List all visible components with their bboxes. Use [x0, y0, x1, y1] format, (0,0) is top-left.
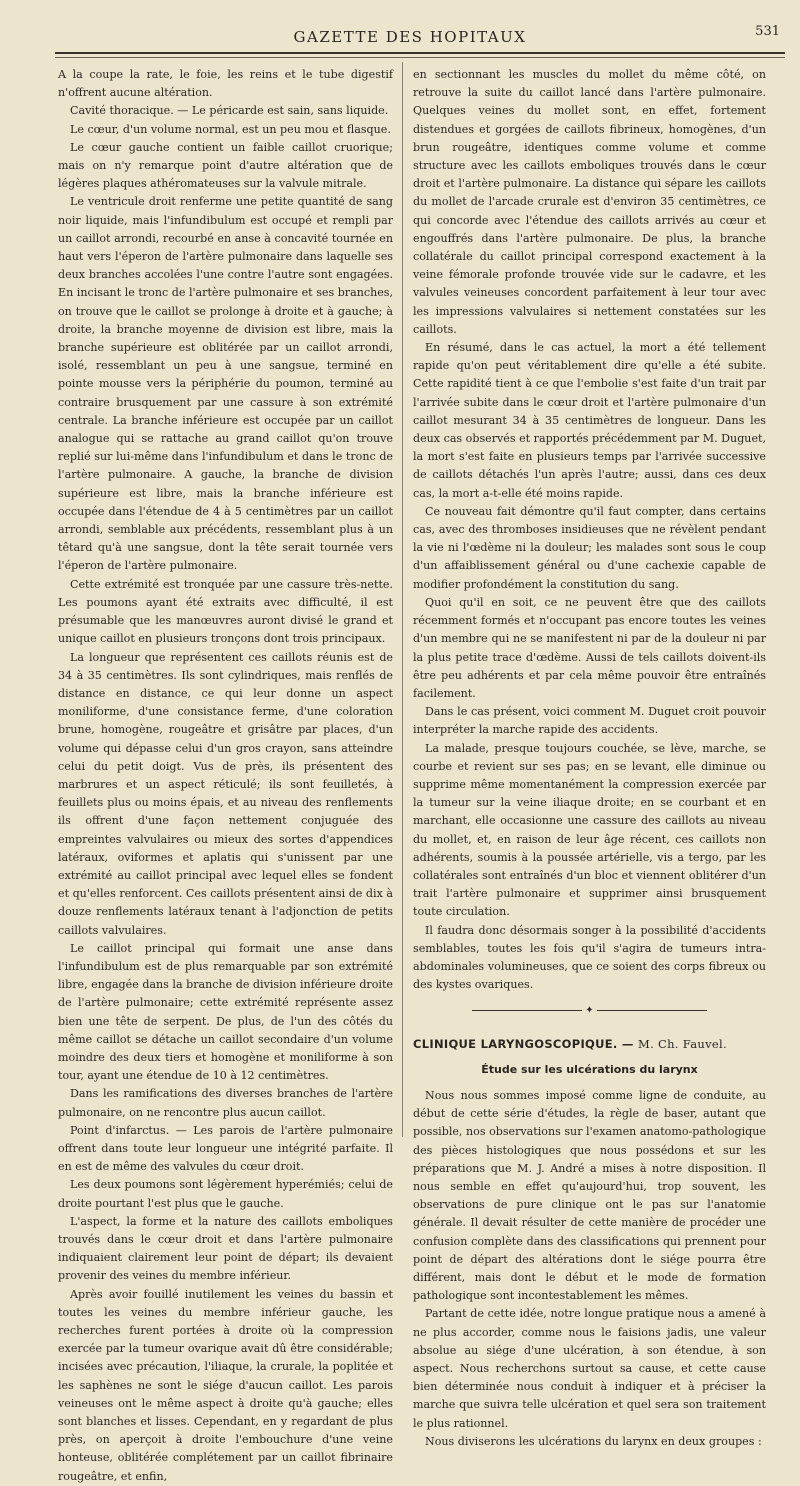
paragraph: Les deux poumons sont légèrement hyperémiés; celui de droite pourtant l'est plus que le gauche.: [58, 1178, 393, 1210]
clinique-title: CLINIQUE LARYNGOSCOPIQUE. —: [413, 1036, 634, 1051]
paragraph: Quoi qu'il en soit, ce ne peuvent être que des caillots récemment formés et n'occupant pas encore toutes les veines d'un membre qui ne se manifestent ni par de la douleur ni par la plus petite trace d'œdème. Aussi de tels caillots doivent-ils être peu adhérents et par cela même pouvoir être entraînés facilement.: [413, 595, 766, 700]
paragraph: en sectionnant les muscles du mollet du même côté, on retrouve la suite du caillot lancé dans l'artère pulmonaire. Quelques veines du mollet sont, en effet, fortement distendues et gorgées de caillots fibrineux, homogènes, d'un brun rougeâtre, identiques comme volume et comme structure avec les caillots emboliques trouvés dans le cœur droit et l'artère pulmonaire. La distance qui sépare les caillots du mollet de l'arcade crurale est d'environ 35 centimètres, ce qui concorde avec l'étendue des caillots arrivés au cœur et engouffrés dans l'artère pulmonaire. De plus, la branche collatérale du caillot principal correspond exactement à la veine fémorale profonde trouvée vide sur le cadavre, et les valvules veineuses concordent parfaitement à leur tour avec les impressions valvulaires si nettement constatées sur les caillots.: [413, 68, 766, 336]
paragraph: Point d'infarctus. — Les parois de l'artère pulmonaire offrent dans toute leur longueur une intégrité parfaite. Il en est de même des valvules du cœur droit.: [58, 1123, 393, 1174]
paragraph: Nous diviserons les ulcérations du larynx en deux groupes :: [425, 1434, 762, 1448]
paragraph: A la coupe la rate, le foie, les reins et le tube digestif n'offrent aucune altération.: [58, 68, 393, 100]
left-column: [58, 66, 393, 1486]
section-separator: ✦: [413, 1002, 766, 1020]
paragraph: Nous nous sommes imposé comme ligne de conduite, au début de cette série d'études, la règle de baser, autant que possible, nos observations sur l'examen anatomo-pathologique des pièces histologiques que nous possédons et sur les préparations que M. J. André a mises à notre disposition. Il nous semble en effet qu'aujourd'hui, trop souvent, les observations de pure clinique ont le pas sur l'anatomie générale. Il devait résulter de cette manière de procéder une confusion complète dans des classifications qui prennent pour point de départ des altérations dont le siége pourra être différent, mais dont le début et le mode de formation pathologique sont incontestablement les mêmes.: [413, 1088, 766, 1303]
paragraph: La malade, presque toujours couchée, se lève, marche, se courbe et revient sur ses pas; en se levant, elle diminue ou supprime même momentanément la compression exercée par la tumeur sur la veine iliaque droite; en se courbant et en marchant, elle occasionne une cassure des caillots au niveau du mollet, et, en raison de leur âge récent, ces caillots non adhérents, soumis à la poussée artérielle, vis a tergo, par les collatérales sont entraînés d'un bloc et viennent oblitérer d'un trait l'artère pulmonaire et supprimer ainsi brusquement toute circulation.: [413, 741, 766, 919]
paragraph: Cette extrémité est tronquée par une cassure très-nette. Les poumons ayant été extraits avec difficulté, il est présumable que les manœuvres auront divisé le grand et unique caillot en plusieurs tronçons dont trois principaux.: [58, 577, 393, 646]
paragraph: Après avoir fouillé inutilement les veines du bassin et toutes les veines du membre inférieur gauche, les recherches furent portées à droite où la compression exercée par la tumeur ovarique avait dû être considérable; incisées avec précaution, l'iliaque, la crurale, la poplitée et les saphènes ne sont le siége d'aucun caillot. Les parois veineuses ont le même aspect à droite qu'à gauche; elles sont blanches et lisses. Cependant, en y regardant de plus près, on aperçoit à droite l'embouchure d'une veine honteuse, oblitérée complétement par un caillot fibrinaire rougeâtre, et enfin,: [58, 1287, 393, 1483]
right-column: [413, 66, 766, 1451]
paragraph: Le ventricule droit renferme une petite quantité de sang noir liquide, mais l'infundibulum est occupé et rempli par un caillot arrondi, recourbé en anse à concavité tournée en haut vers l'éperon de l'artère pulmonaire dans laquelle ses deux branches accolées l'une contre l'autre sont engagées. En incisant le tronc de l'artère pulmonaire et ses branches, on trouve que le caillot se prolonge à droite et à gauche; à droite, la branche moyenne de division est libre, mais la branche supérieure est oblitérée par un caillot arrondi, isolé, ressemblant un peu à une sangsue, terminé en pointe mousse vers la périphérie du poumon, terminé au contraire brusquement par une cassure à son extrémité centrale. La branche inférieure est occupée par un caillot analogue qui se rattache au grand caillot qu'on trouve replié sur lui-même dans l'infundibulum et dans le tronc de l'artère pulmonaire. A gauche, la branche de division supérieure est libre, mais la branche inférieure est occupée dans l'étendue de 4 à 5 centimètres par un caillot arrondi, semblable aux précédents, ressemblant plus à un têtard qu'à une sangsue, dont la tête serait tournée vers l'éperon de l'artère pulmonaire.: [58, 195, 393, 573]
header-rule-thin: [55, 57, 785, 58]
paragraph: Cavité thoracique. — Le péricarde est sain, sans liquide.: [70, 104, 389, 118]
paragraph: Le caillot principal qui formait une anse dans l'infundibulum est de plus remarquable par son extrémité libre, engagée dans la branche de division inférieure droite de l'artère pulmonaire; cette extrémité représente assez bien une tête de serpent. De plus, de l'un des côtés du même caillot se détache un caillot secondaire d'un volume moindre des deux tiers et homogène et moniliforme à son tour, ayant une étendue de 10 à 12 centimètres.: [58, 941, 393, 1083]
header-rule: [55, 52, 785, 54]
page-header: [40, 20, 780, 50]
paragraph: Partant de cette idée, notre longue pratique nous a amené à ne plus accorder, comme nous le faisions jadis, une valeur absolue au siége d'une ulcération, à son étendue, à son aspect. Nous recherchons surtout sa cause, et cette cause bien déterminée nous conduit à indiquer et à préciser la marche que suivra telle ulcération et quel sera son traitement le plus rationnel.: [413, 1307, 766, 1430]
paragraph: Ce nouveau fait démontre qu'il faut compter, dans certains cas, avec des thromboses insidieuses que ne révèlent pendant la vie ni l'œdème ni la douleur; les malades sont sous le coup d'un affaiblissement général ou d'une cachexie capable de modifier profondément la constitution du sang.: [413, 504, 766, 591]
section-title: Étude sur les ulcérations du larynx: [481, 1062, 698, 1076]
paragraph: La longueur que représentent ces caillots réunis est de 34 à 35 centimètres. Ils sont cylindriques, mais renflés de distance en distance, ce qui leur donne un aspect moniliforme, d'une consistance ferme, d'une coloration brune, homogène, rougeâtre et grisâtre par places, d'un volume qui dépasse celui d'un gros crayon, sans atteindre celui du petit doigt. Vus de près, ils présentent des marbrures et un aspect réticulé; ils sont feuilletés, à feuillets plus ou moins épais, et au niveau des renflements ils offrent d'une façon nettement conjuguée des empreintes valvulaires ou mieux des sortes d'appendices latéraux, oviformes et aplatis qui s'unissent par une extrémité au caillot principal avec lequel elles se fondent et qu'elles renforcent. Ces caillots présentent ainsi de dix à douze renflements latéraux tenant à l'adjonction de petits caillots valvulaires.: [58, 650, 393, 937]
paragraph: Le cœur, d'un volume normal, est un peu mou et flasque.: [70, 122, 391, 136]
page-number: 531: [755, 24, 780, 39]
paragraph: En résumé, dans le cas actuel, la mort a été tellement rapide qu'on peut véritablement dire qu'elle a été subite. Cette rapidité tient à ce que l'embolie s'est faite d'un trait par l'arrivée subite dans le cœur droit et l'artère pulmonaire d'un caillot mesurant 34 à 35 centimètres de longueur. Dans les deux cas observés et rapportés précédemment par M. Duguet, la mort s'est faite en plusieurs temps par l'arrivée successive de caillots détachés l'un après l'autre; aussi, dans ces deux cas, la mort a-t-elle été moins rapide.: [413, 341, 766, 500]
journal-title: GAZETTE DES HOPITAUX: [293, 28, 527, 46]
clinique-author: M. Ch. Fauvel.: [638, 1036, 727, 1051]
paragraph: Dans les ramifications des diverses branches de l'artère pulmonaire, on ne rencontre plus aucun caillot.: [58, 1087, 393, 1119]
clinique-heading: [413, 1035, 766, 1053]
paragraph: Le cœur gauche contient un faible caillot cruorique; mais on n'y remarque point d'autre altération que de légères plaques athéromateuses sur la valvule mitrale.: [58, 140, 393, 191]
paragraph: Dans le cas présent, voici comment M. Duguet croit pouvoir interpréter la marche rapide des accidents.: [413, 705, 766, 737]
paragraph: L'aspect, la forme et la nature des caillots emboliques trouvés dans le cœur droit et dans l'artère pulmonaire indiquaient clairement leur point de départ; ils devaient provenir des veines du membre inférieur.: [58, 1214, 393, 1283]
paragraph: Il faudra donc désormais songer à la possibilité d'accidents semblables, toutes les fois qu'il s'agira de tumeurs intra-abdominales volumineuses, que ce soient des corps fibreux ou des kystes ovariques.: [413, 923, 766, 992]
column-divider: [402, 62, 403, 1137]
